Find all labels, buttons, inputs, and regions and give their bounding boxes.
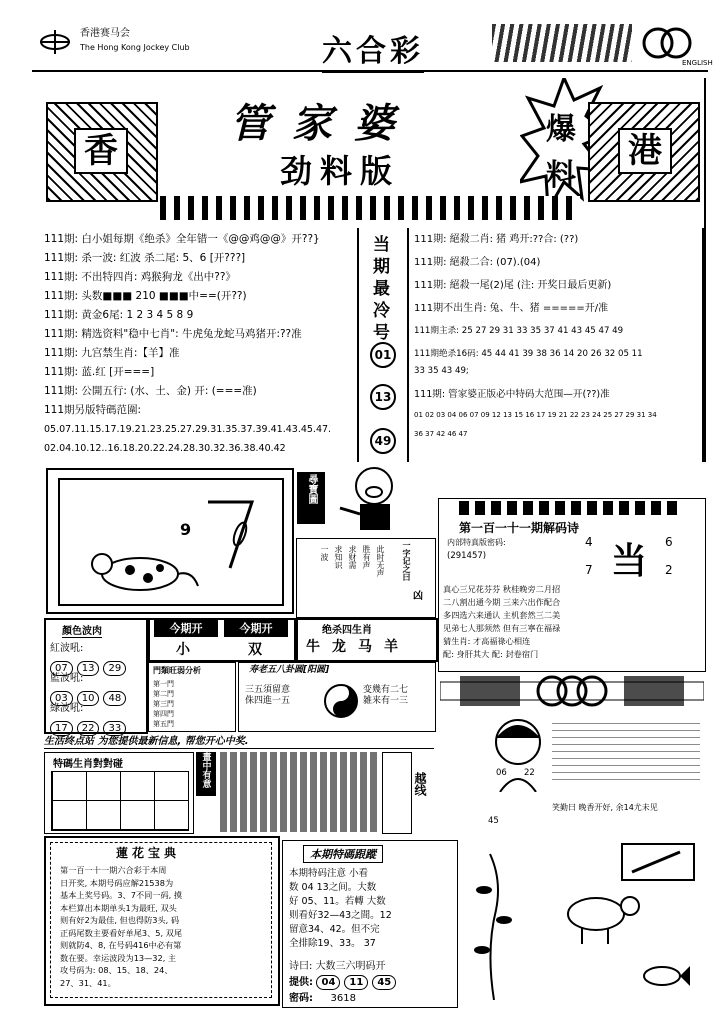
trigram-line: 三五須留意 — [245, 685, 291, 695]
dense-text-block — [220, 752, 380, 832]
eight-trigram-lines — [245, 685, 290, 707]
provide-number: 04 — [316, 975, 340, 990]
poem-digit: 4 — [585, 535, 593, 549]
special-pair-grid — [51, 771, 189, 831]
portrait-icon — [488, 712, 548, 792]
scroll-title: 一字记之曰 — [402, 541, 411, 581]
page-right-border — [704, 78, 706, 462]
sha-zodiac-panel — [296, 618, 438, 662]
right-item: 36 37 42 46 47 — [414, 430, 468, 438]
door-row: 第四門 — [153, 710, 174, 718]
lotus-line: 27、31、41。 — [60, 977, 116, 988]
rings-banner-icon — [440, 672, 704, 710]
sha-zodiac-title: 绝杀四生肖 — [322, 625, 372, 636]
left-item: 111期: 黄金6尾: 1 2 3 4 5 8 9 — [44, 309, 194, 321]
left-item: 111期另版特碼范圍: — [44, 404, 142, 416]
wave-number: 33 — [103, 721, 126, 736]
poem-box-lines — [443, 583, 560, 661]
cold-label-5: 号 — [373, 323, 390, 343]
tracking-poem-text: 大数三六明码开 — [315, 961, 386, 972]
header-bar — [32, 20, 713, 72]
left-info-list — [44, 232, 331, 456]
wave-number: 13 — [77, 661, 100, 676]
poem-digit: 7 — [585, 563, 593, 577]
lotus-line: 基本上奖号码。3、7不同一码, 摸 — [60, 890, 183, 900]
door-analysis-panel — [148, 662, 236, 732]
scroll-poem-line: 求财需 — [348, 545, 357, 569]
side-number: 45 — [488, 816, 499, 826]
hint-tag-text: 畫中有意 — [200, 752, 211, 788]
poem-box-header-strip — [459, 501, 683, 515]
scroll-poem-line: 此时无声 — [376, 545, 385, 577]
eight-trigram-title: 寿老五八卦圆[阳圆] — [249, 665, 330, 675]
special-pair-title: 特碼生肖對對碰 — [53, 759, 123, 770]
eight-trigram-lines-right — [363, 685, 408, 707]
this-period-label-2: 今期开 — [224, 620, 288, 637]
tracking-secret-value: 3618 — [330, 993, 356, 1004]
tracking-line: 好 05、11。若轉 大数 — [289, 896, 386, 907]
wave-number: 17 — [50, 721, 73, 736]
this-period-label-1: 今期开 — [154, 620, 218, 637]
trigram-line: 雑来有一三 — [363, 696, 409, 706]
yin-yang-icon — [323, 683, 359, 719]
right-item: 111期不出生肖: 兔、牛、猪 =====开/准 — [414, 303, 609, 314]
burst-char-1: 爆 — [546, 112, 576, 147]
poem-box-title: 第一百一十一期解码诗 — [459, 521, 580, 535]
wave-number: 29 — [103, 661, 126, 676]
left-item: 111期: 白小姐每期《绝杀》全年错一《@@鸡@@》开??} — [44, 233, 320, 245]
poem-box-code: (291457) — [447, 551, 487, 561]
color-wave-row — [50, 642, 130, 676]
left-item: 02.04.10.12..16.18.20.22.24.28.30.32.36.38.40.42 — [44, 443, 286, 454]
wave-number: 22 — [77, 721, 100, 736]
org-name-cn: 香港赛马会 — [80, 28, 130, 39]
mascot-pig-icon — [330, 464, 420, 536]
treasure-map-panel — [46, 468, 294, 614]
plant-illustration-icon — [466, 850, 520, 1000]
door-row: 第五門 — [153, 720, 174, 728]
trigram-line: 侏四進一五 — [245, 696, 291, 706]
color-wave-title: 顏色波肉 — [62, 622, 102, 638]
lotus-line: 攻号码为: 08、15、18、24、 — [60, 965, 173, 975]
scroll-poem-line: 胜有声 — [362, 545, 371, 569]
poem-box-big-char: 当 — [611, 541, 648, 582]
tracking-poem — [289, 957, 386, 972]
poem-box-panel — [438, 498, 706, 672]
main-title: 管家婆 — [230, 100, 416, 147]
side-number: 22 — [524, 768, 535, 778]
right-item: 111期主杀: 25 27 29 31 33 35 37 41 43 45 47 49 — [414, 326, 624, 336]
left-item: 111期: 精选资料"稳中七肖": 牛虎兔龙蛇马鸡猪开:??准 — [44, 328, 302, 340]
wave-number: 10 — [77, 691, 100, 706]
poem-digit: 2 — [665, 563, 673, 577]
tracking-line: 本期特码注意 小看 — [289, 868, 369, 879]
poem-line: 二八割出通今期 三来六出作配合 — [443, 597, 561, 607]
treasure-digit: 9 — [180, 520, 192, 539]
cold-number-ball: 13 — [370, 384, 396, 410]
vertical-frame — [382, 752, 412, 834]
sha-zodiac-item: 龙 — [332, 639, 346, 655]
wave-number: 03 — [50, 691, 73, 706]
color-wave-label: 紅波吼: — [50, 643, 84, 654]
tracking-line: 留意34、42。但不完 — [289, 924, 380, 935]
poem-box-subtitle: 内部特真版密码: — [447, 538, 506, 547]
rat-illustration-icon — [80, 540, 200, 600]
this-period-panel — [148, 618, 296, 662]
tracking-panel — [282, 840, 458, 1008]
side-quote: 笑勤曰 晚香开好, 余14尤未见 — [552, 803, 658, 812]
jockey-club-logo-icon — [38, 28, 72, 56]
lotus-panel — [44, 836, 280, 1006]
tracking-title: 本期特碼跟蹤 — [303, 845, 383, 863]
right-item: 111期绝杀16码: 45 44 41 39 38 36 14 20 26 32 05 11 — [414, 349, 643, 359]
left-item: 111期: 公開五行: (水、土、金) 开: (===准) — [44, 385, 257, 397]
scroll-poem-lines — [319, 545, 386, 577]
cold-label-1: 当 — [373, 235, 390, 255]
sha-zodiac-items — [306, 636, 398, 656]
burst-char-2: 料 — [546, 158, 576, 193]
this-period-value-2: 双 — [248, 642, 262, 658]
treasure-map-frame — [58, 478, 284, 606]
treasure-tag — [297, 472, 325, 524]
color-wave-label: 藍波吼: — [50, 673, 84, 684]
right-item: 01 02 03 04 06 07 09 12 13 15 16 17 19 21 22 23 24 25 27 29 31 34 — [414, 411, 657, 419]
color-wave-row — [50, 672, 130, 706]
this-period-value-1: 小 — [176, 642, 190, 658]
tracking-secret-label: 密码: — [289, 993, 313, 1004]
provide-number: 11 — [344, 975, 368, 990]
lotus-line: 日开奖, 本期号码应解21538为 — [60, 877, 174, 888]
tracking-line: 数 04 13之间。大数 — [289, 882, 377, 893]
scroll-poem-line: 求知识 — [334, 545, 343, 569]
pen-note-icon — [620, 842, 696, 882]
quill-brush-icon — [200, 494, 260, 574]
org-name-en: The Hong Kong Jockey Club — [80, 43, 190, 52]
left-item: 111期: 不出特四肖: 鸡猴狗龙《出中??》 — [44, 271, 236, 283]
wave-number: 07 — [50, 661, 73, 676]
door-analysis-title: 門類旺弱分析 — [153, 666, 201, 675]
right-badge: 港 — [618, 128, 672, 174]
right-info-list — [414, 232, 657, 442]
lotus-line: 则就防4、8, 在号码416中必有第 — [60, 940, 182, 950]
door-row: 第二門 — [153, 690, 174, 698]
notice-bar: 生活终点站 为您提供最新信息, 帮您开心中奖. — [44, 732, 434, 749]
fish-illustration-icon — [640, 962, 690, 990]
sha-zodiac-item: 羊 — [384, 639, 398, 655]
lotus-line: 第一百一十一期六合彩于本周 — [60, 865, 167, 875]
special-pair-panel — [44, 752, 194, 834]
lotus-title: 蓮花宝典 — [116, 846, 181, 860]
portrait-text-block — [552, 718, 700, 780]
left-item: 111期: 杀一波: 红波 杀二尾: 5、6 [开???] — [44, 252, 246, 264]
tracking-secret — [289, 989, 356, 1004]
door-row: 第一門 — [153, 680, 174, 688]
poem-digit: 6 — [665, 535, 673, 549]
left-item: 111期: 头数■■■ 210 ■■■中==(开??) — [44, 290, 247, 302]
sha-zodiac-item: 牛 — [306, 639, 320, 655]
door-analysis-rows — [153, 679, 174, 729]
side-number: 06 — [496, 768, 507, 778]
left-item: 111期: 九宫禁生肖:【羊】准 — [44, 347, 180, 359]
english-link[interactable]: ENGLISH — [682, 59, 713, 67]
poem-line: 多四选六来通认 主机套然三二美 — [443, 610, 561, 620]
color-wave-panel — [44, 618, 148, 734]
lotus-line: 本栏算出本期单头1为最旺, 双头 — [60, 902, 177, 913]
lotus-line: 数在要。幸运波段为13—32, 主 — [60, 952, 177, 963]
provide-number: 45 — [372, 975, 396, 990]
poem-line: 配: 身肝其大 配: 封卷宿门 — [443, 649, 539, 659]
cold-label-2: 期 — [373, 257, 390, 277]
cold-number-ball: 49 — [370, 428, 396, 454]
color-wave-label: 綠波吼: — [50, 703, 84, 714]
trigram-line: 变幾有二七 — [363, 685, 409, 695]
eight-trigram-panel — [238, 662, 436, 732]
sub-title: 劲料版 — [280, 152, 401, 190]
sha-zodiac-item: 马 — [358, 639, 372, 655]
tracking-lines — [289, 867, 392, 951]
right-item: 111期: 絕殺二肖: 猪 鸡开:??合: (??) — [414, 234, 579, 245]
treasure-tag-text: 尋寶圖 — [306, 474, 317, 504]
right-tag: 越线 — [413, 772, 427, 796]
color-wave-row — [50, 702, 130, 736]
scroll-poem-line: 一波 — [320, 545, 329, 561]
poem-line: 见弟七人那须然 但有三寧在福禄 — [443, 623, 561, 633]
right-info-panel — [410, 228, 704, 462]
right-item: 33 35 43 49; — [414, 366, 469, 376]
cold-numbers-column — [357, 228, 409, 462]
right-item: 111期: 絕殺一尾(2)尾 (注: 开奖日最后更新) — [414, 280, 612, 291]
right-item: 111期: 管家婆正版必中特码大范围—开(??)准 — [414, 389, 610, 400]
header-decoration — [492, 24, 632, 62]
tracking-line: 则看好32—43之間。12 — [289, 910, 392, 921]
left-item: 111期: 蓝.红 [开===] — [44, 366, 155, 378]
cold-label-4: 冷 — [373, 301, 390, 321]
sheep-illustration-icon — [548, 886, 648, 946]
left-badge: 香 — [74, 128, 128, 174]
hint-tag — [196, 752, 216, 796]
wave-number: 48 — [103, 691, 126, 706]
title-banner — [40, 78, 700, 224]
poem-line: 真心三兄花芬芬 秋桂晚旁二月招 — [443, 584, 561, 594]
lotus-lines — [60, 864, 182, 989]
right-item: 111期: 絕殺二合: (07).(04) — [414, 257, 541, 268]
scroll-poem-panel — [296, 538, 436, 618]
lotus-line: 则有好2为最佳, 但也得防3头, 码 — [60, 915, 180, 925]
tracking-provide-label: 提供: — [289, 977, 313, 988]
left-item: 05.07.11.15.17.19.21.23.25.27.29.31.35.37.39.41.43.45.47. — [44, 424, 332, 435]
portrait-area — [440, 712, 704, 838]
tracking-line: 全排除19、33。 37 — [289, 938, 376, 949]
tracking-poem-label: 诗曰: — [289, 961, 316, 972]
door-row: 第三門 — [153, 700, 174, 708]
brand-title: 六合彩 — [322, 26, 424, 73]
left-info-panel — [40, 228, 410, 462]
cold-label-3: 最 — [373, 279, 390, 299]
lotus-line: 正码尾数主要看好单尾3、5, 双尾 — [60, 927, 183, 938]
cold-number-ball: 01 — [370, 342, 396, 368]
lottery-balls-icon — [640, 26, 694, 60]
scroll-title-tag: 凶 — [413, 591, 423, 602]
poem-line: 猜生肖: 才高福祿心相连 — [443, 636, 531, 646]
title-sawtooth-divider — [160, 196, 580, 220]
tracking-provide — [289, 973, 400, 990]
